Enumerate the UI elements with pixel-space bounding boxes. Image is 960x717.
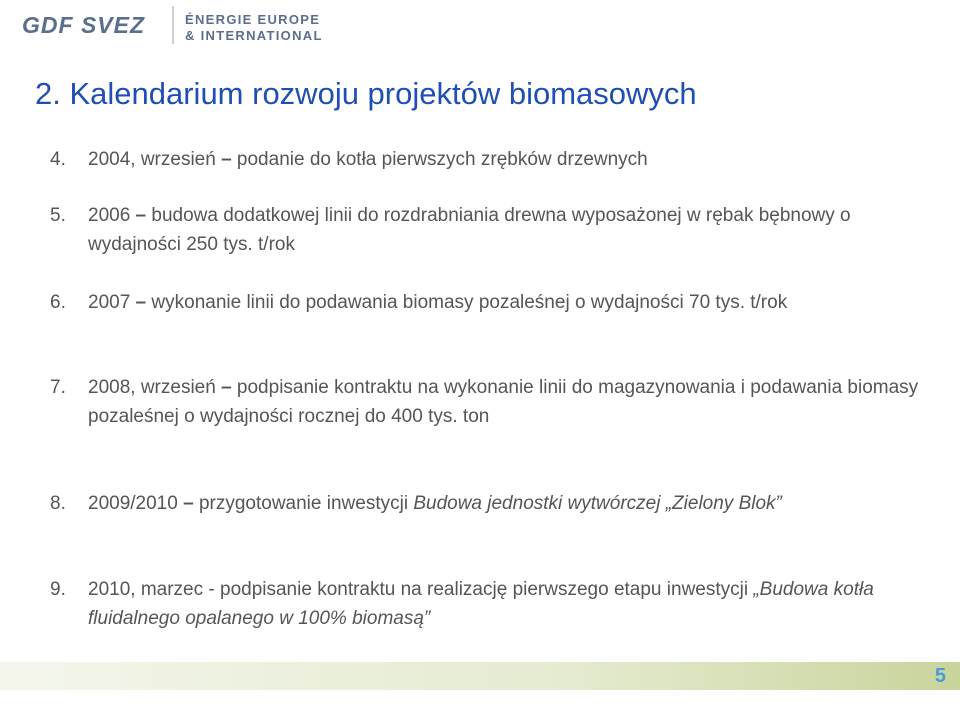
item-number: 5. bbox=[50, 205, 66, 226]
logo-divider bbox=[172, 6, 174, 44]
item-text: przygotowanie inwestycji bbox=[198, 493, 414, 514]
item-date: 2009/2010 bbox=[88, 493, 178, 514]
item-number: 8. bbox=[50, 493, 66, 514]
list-item bbox=[50, 288, 787, 317]
header bbox=[0, 0, 960, 50]
list-item bbox=[50, 489, 782, 518]
item-dash: – bbox=[215, 149, 237, 170]
item-number: 4. bbox=[50, 149, 66, 170]
item-date: 2007 bbox=[88, 292, 131, 313]
list-item bbox=[50, 201, 940, 259]
logo-subtitle-line1: ÉNERGIE EUROPE bbox=[185, 12, 321, 27]
item-dash: – bbox=[130, 292, 152, 313]
item-date: 2004, wrzesień bbox=[88, 149, 216, 170]
item-italic-text: Budowa jednostki wytwórczej „Zielony Blok” bbox=[413, 493, 782, 514]
page-number: 5 bbox=[934, 665, 946, 687]
list-item bbox=[50, 373, 940, 431]
item-number: 6. bbox=[50, 292, 66, 313]
logo-subtitle-line2: & INTERNATIONAL bbox=[185, 28, 323, 43]
gdf-suez-logo: GDF SVEZ bbox=[22, 12, 146, 38]
item-italic-text: „Budowa kotła fluidalnego opalanego w 100% biomasą” bbox=[88, 579, 874, 629]
item-dash: – bbox=[177, 493, 199, 514]
list-item bbox=[50, 575, 940, 633]
item-number: 9. bbox=[50, 579, 66, 600]
item-text: wykonanie linii do podawania biomasy pozaleśnej o wydajności 70 tys. t/rok bbox=[151, 292, 788, 313]
item-text: budowa dodatkowej linii do rozdrabniania drewna wyposażonej w rębak bębnowy o wydajności 250 tys. t/rok bbox=[88, 205, 851, 255]
footer-bar bbox=[0, 662, 960, 690]
item-dash: – bbox=[130, 205, 152, 226]
item-text: podpisanie kontraktu na wykonanie linii do magazynowania i podawania biomasy pozaleśnej o wydajności rocznej do 400 tys. ton bbox=[88, 377, 919, 427]
item-number: 7. bbox=[50, 377, 66, 398]
item-dash: – bbox=[215, 377, 237, 398]
list-item bbox=[50, 145, 648, 174]
logo-subtitle bbox=[185, 12, 323, 44]
item-date: 2008, wrzesień bbox=[88, 377, 216, 398]
slide-title: 2. Kalendarium rozwoju projektów biomasowych bbox=[35, 76, 697, 111]
item-text: 2010, marzec - podpisanie kontraktu na realizację pierwszego etapu inwestycji bbox=[88, 579, 754, 600]
item-date: 2006 bbox=[88, 205, 131, 226]
item-text: podanie do kotła pierwszych zrębków drzewnych bbox=[236, 149, 648, 170]
